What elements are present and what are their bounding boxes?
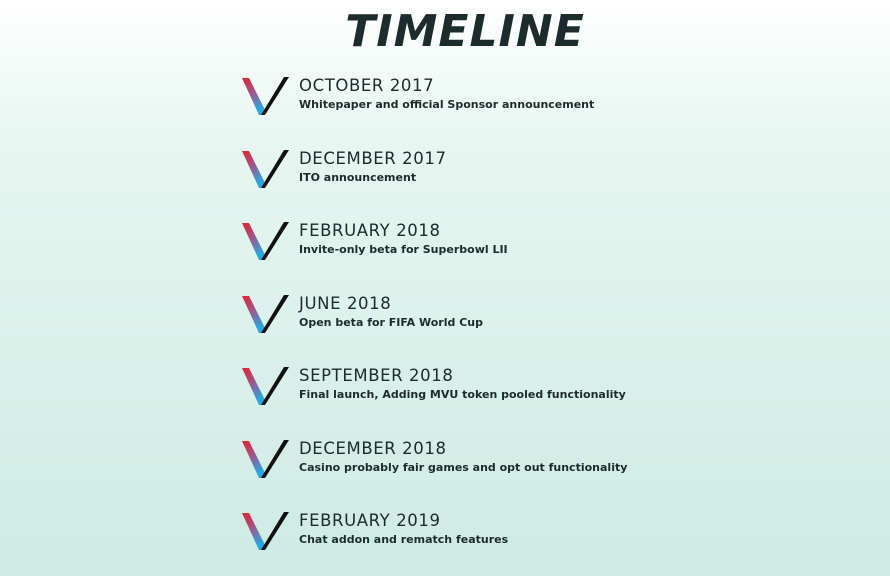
v-logo-icon [240,294,292,334]
timeline-item [240,511,800,584]
v-logo-left-stroke [242,223,265,260]
timeline-item [240,366,800,439]
timeline-date: DECEMBER 2017 [299,148,447,168]
timeline-list [240,76,800,584]
v-logo-right-stroke [261,512,289,550]
timeline-description: Invite-only beta for Superbowl LII [299,243,508,256]
timeline-date: OCTOBER 2017 [299,76,435,95]
v-logo-icon [240,221,292,261]
timeline-date: DECEMBER 2018 [299,438,447,458]
v-logo-icon [240,439,292,479]
v-logo-icon [240,149,292,189]
timeline-item [240,221,800,294]
timeline-description: ITO announcement [299,170,417,184]
timeline-date: FEBRUARY 2019 [299,511,441,530]
timeline-description: Chat addon and rematch features [299,533,509,546]
timeline-item [240,439,800,512]
timeline-date: JUNE 2018 [299,293,392,313]
timeline-description: Final launch, Adding MVU token pooled functionality [299,388,626,401]
v-logo-left-stroke [242,296,265,333]
timeline-date: FEBRUARY 2018 [299,221,441,240]
v-logo-icon [240,76,292,116]
timeline-item [240,149,800,222]
v-logo-right-stroke [261,295,289,333]
v-logo-right-stroke [261,150,289,188]
v-logo-icon [240,366,292,406]
timeline-description: Open beta for FIFA World Cup [299,315,483,329]
v-logo-right-stroke [261,77,289,115]
v-logo-left-stroke [242,78,265,115]
v-logo-left-stroke [242,513,265,550]
timeline-item [240,294,800,367]
v-logo-icon [240,511,292,551]
page-title: TIMELINE [345,6,585,57]
timeline-description: Whitepaper and official Sponsor announcement [299,98,595,111]
v-logo-right-stroke [261,222,289,260]
v-logo-left-stroke [242,441,265,478]
v-logo-left-stroke [242,368,265,405]
v-logo-right-stroke [261,367,289,405]
timeline-item [240,76,800,149]
timeline-description: Casino probably fair games and opt out functionality [299,460,628,474]
v-logo-right-stroke [261,440,289,478]
v-logo-left-stroke [242,151,265,188]
timeline-date: SEPTEMBER 2018 [299,366,454,385]
